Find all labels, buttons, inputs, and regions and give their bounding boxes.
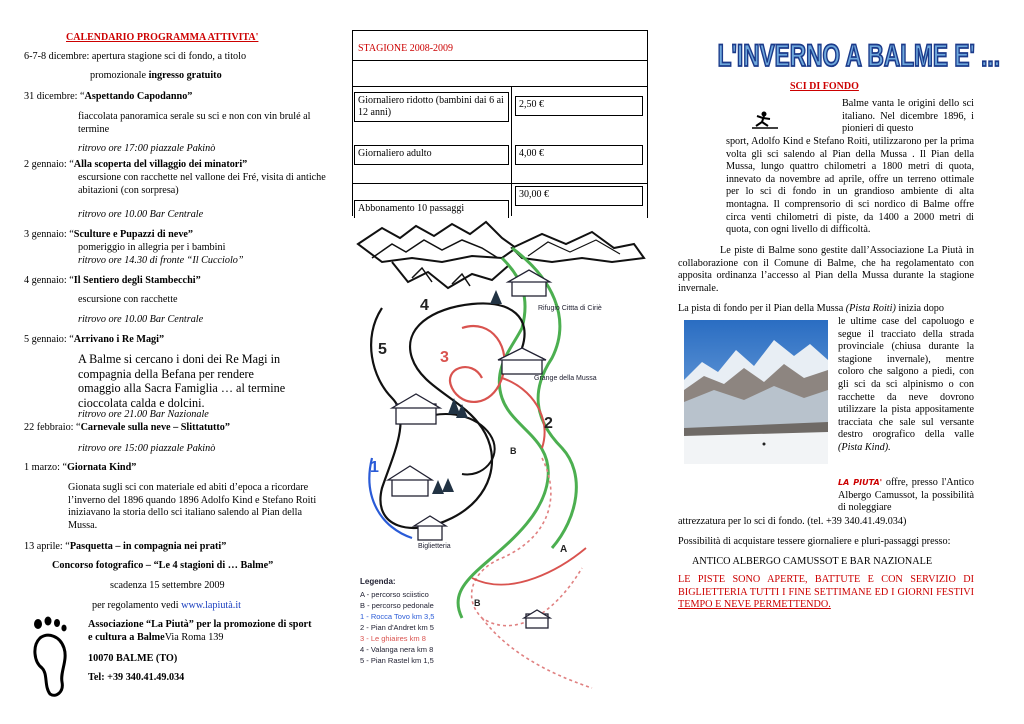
photo-contest-rules: per regolamento vedi www.lapiutà.it (92, 600, 241, 611)
rental-paragraph-end: attrezzatura per lo sci di fondo. (tel. +39 340.41.49.034) (678, 516, 907, 527)
legend-a: A - percorso sciistico (360, 590, 429, 599)
event-minatori-meet: ritrovo ore 10.00 Bar Centrale (78, 209, 204, 220)
event-minatori-desc: escursione con racchette nel vallone dei Fré, visita di antiche abitazioni (con sorpresa) (78, 172, 326, 196)
event-pupazzi-meet: ritrovo ore 14.30 di fronte “Il Cucciolo” (78, 255, 244, 266)
legend-3: 3 - Le ghiaires km 8 (360, 634, 426, 643)
management-paragraph: Le piste di Balme sono gestite dall’Associazione La Piutà in collaborazione con il Comune di Balme, che ha regolamentato con apposita ordinanza l’accesso al Pian della Mussa durante la stagione invernale. (678, 245, 974, 294)
trail-map-drawing (352, 218, 648, 718)
event-kind-title: 1 marzo: “Giornata Kind” (24, 462, 137, 473)
skier-icon (750, 110, 780, 130)
svg-text:L'INVERNO A BALME E' ...: L'INVERNO A BALME E' ... (717, 37, 1001, 73)
event-stambecchi-title: 4 gennaio: “Il Sentiero degli Stambecchi” (24, 275, 201, 286)
trail-number-3: 3 (440, 349, 449, 366)
season-label: STAGIONE 2008-2009 (358, 43, 454, 54)
section-title-sci-fondo: SCI DI FONDO (790, 81, 859, 92)
trail-number-5: 5 (378, 341, 387, 358)
association-name: Associazione “La Piutà” per la promozione di sport e cultura a BalmeVia Roma 139 (88, 619, 312, 643)
legend-b: B - percorso pedonale (360, 601, 434, 610)
event-pasquetta-title: 13 aprile: “Pasquetta – in compagnia nei prati” (24, 541, 227, 552)
price-row-adult-label: Giornaliero adulto (354, 145, 509, 165)
trail-number-2: 2 (544, 415, 553, 432)
legend-1: 1 - Rocca Tovo km 3,5 (360, 612, 435, 621)
open-notice: LE PISTE SONO APERTE, BATTUTE E CON SERVIZIO DI BIGLIETTERIA TUTTI I FINE SETTIMANE ED I GIORNI FESTIVI TEMPO E NEVE PERMETTENDO. (678, 574, 974, 611)
legend-4: 4 - Valanga nera km 8 (360, 645, 434, 654)
ticket-office-label: Biglietteria (418, 543, 451, 550)
event-opening: 6-7-8 dicembre: apertura stagione sci di fondo, a titolo (24, 51, 247, 62)
event-kind-desc: Gionata sugli sci con materiale ed abiti d’epoca a ricordare l’inverno del 1896 quando 1896 Adolfo Kind e Stefano Roiti iniziavano la storia dello sci italiano salendo al Pian della Mussa. (68, 482, 317, 531)
mountain-photo (684, 320, 828, 464)
association-phone: Tel: +39 340.41.49.034 (88, 672, 185, 683)
trail-map (352, 218, 648, 718)
route-a-label: A (560, 544, 568, 555)
event-pupazzi-desc: pomeriggio in allegria per i bambini (78, 242, 226, 253)
event-stambecchi-meet: ritrovo ore 10.00 Bar Centrale (78, 314, 204, 325)
track-paragraph-side: le ultime case del capoluogo e segue il tracciato della strada provinciale (chiusa durante la stagione invernale), mentre coloro che salgono a piedi, con gli sci da sci alpinismo o con racchette da neve dovrono utilizzare la pista appositamente tracciata che sale sul versante destro orografico della valle (Pista Kind). (838, 316, 974, 453)
legend-title: Legenda: (360, 577, 396, 586)
track-paragraph-first: La pista di fondo per il Pian della Mussa (Pista Roiti) inizia dopo (678, 303, 944, 314)
table-rule (352, 60, 648, 61)
trail-number-1: 1 (370, 459, 379, 476)
photo-contest-title: Concorso fotografico – “Le 4 stagioni di … Balme” (52, 560, 274, 571)
event-remagi-title: 5 gennaio: “Arrivano i Re Magi” (24, 334, 165, 345)
event-capodanno-meet: ritrovo ore 17:00 piazzale Pakinò (78, 143, 216, 154)
event-stambecchi-desc: escursione con racchette (78, 294, 178, 305)
association-city: 10070 BALME (TO) (88, 653, 178, 664)
price-row-adult-value: 4,00 € (515, 145, 643, 165)
website-link[interactable]: www.lapiutà.it (181, 600, 241, 611)
table-rule (511, 86, 512, 216)
route-b-label-2: B (474, 598, 481, 608)
table-rule (352, 183, 648, 184)
table-rule (352, 30, 353, 216)
ticket-vendor: ANTICO ALBERGO CAMUSSOT E BAR NAZIONALE (692, 556, 933, 567)
event-capodanno-title: 31 dicembre: “Aspettando Capodanno” (24, 91, 193, 102)
legend-2: 2 - Pian d'Andret km 5 (360, 623, 434, 632)
poster-title (716, 36, 1001, 74)
event-pupazzi-title: 3 gennaio: “Sculture e Pupazzi di neve” (24, 229, 194, 240)
grange-label: Grange della Mussa (534, 375, 597, 382)
event-minatori-title: 2 gennaio: “Alla scoperta del villaggio dei minatori” (24, 159, 248, 170)
event-opening-promo: promozionale ingresso gratuito (90, 70, 222, 81)
legend-5: 5 - Pian Rastel km 1,5 (360, 656, 434, 665)
price-row-reduced-value: 2,50 € (515, 96, 643, 116)
table-rule (352, 30, 648, 31)
rental-paragraph-first: LA PIUTA' offre, presso l'Antico Albergo Camussot, la possibilità di noleggiare (838, 477, 974, 514)
refuge-label: Rifugio Cittta di Ciriè (538, 305, 602, 312)
event-remagi-desc: A Balme si cercano i doni dei Re Magi in compagnia della Befana per rendere omaggio alla Sacra Famiglia … al termine cioccolata calda e dolcini. (78, 352, 286, 410)
price-row-season-value: 30,00 € (515, 186, 643, 206)
footprint-logo (30, 616, 72, 698)
la-piuta-logo: LA PIUTA' (838, 478, 883, 487)
intro-paragraph-a: Balme vanta le origini dello sci italiano. Nel dicembre 1896, i pionieri di questo (842, 98, 974, 135)
price-row-season-label: Abbonamento 10 passaggi (354, 200, 509, 218)
route-b-label: B (510, 446, 517, 456)
calendar-title: CALENDARIO PROGRAMMA ATTIVITA' (66, 32, 259, 43)
price-row-reduced-label: Giornaliero ridotto (bambini dai 6 ai 12 anni) (354, 92, 509, 122)
photo-contest-deadline: scadenza 15 settembre 2009 (110, 580, 225, 591)
table-rule (352, 86, 648, 87)
tickets-paragraph: Possibilità di acquistare tessere giornaliere e pluri-passaggi presso: (678, 536, 951, 547)
event-remagi-meet: ritrovo ore 21.00 Bar Nazionale (78, 409, 209, 420)
trail-number-4: 4 (420, 297, 429, 314)
intro-paragraph-b: sport, Adolfo Kind e Stefano Roiti, utilizzarono per la prima volta gli sci salendo al Pian della Mussa . Il Pian della Mussa, lungo quattro chilometri a 1800 metri di quota, innevato da novembre ad aprile, offre un terreno ottimale per lo sci di fondo in un grandioso ambiente di alta montagna. Il comprensorio di sci nordico di Balme offre circa venti chilometri di piste, da 1400 a 2000 metri di quota, con ogni livello di difficoltà. (726, 136, 974, 236)
event-capodanno-desc: fiaccolata panoramica serale su sci e non con vin brulé al termine (78, 111, 311, 135)
event-carnevale-meet: ritrovo ore 15:00 piazzale Pakinò (78, 443, 216, 454)
event-carnevale-title: 22 febbraio: “Carnevale sulla neve – Slittatutto” (24, 422, 230, 433)
